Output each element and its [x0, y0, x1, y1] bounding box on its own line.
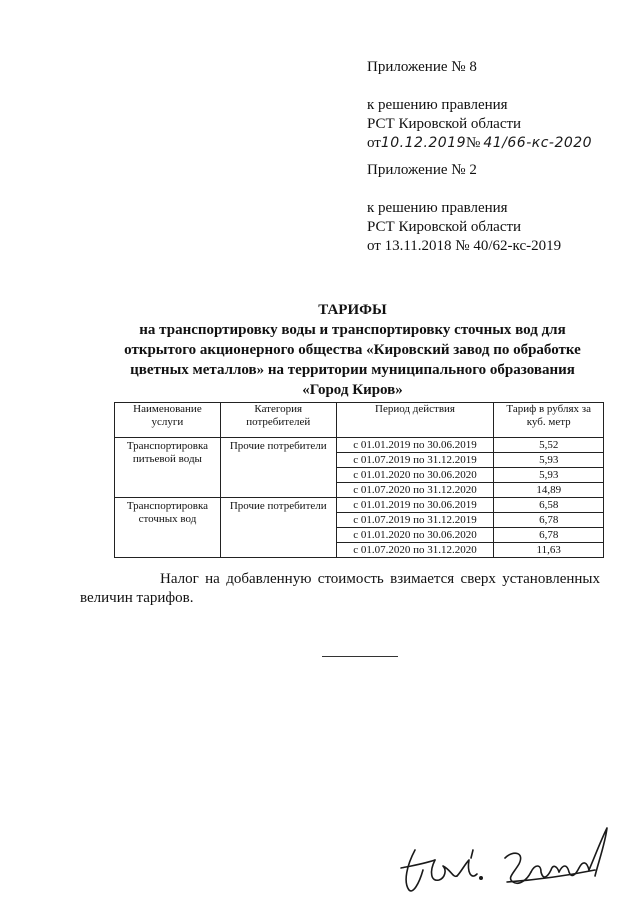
period-cell: с 01.07.2019 по 31.12.2019: [336, 513, 494, 528]
handwritten-number: 41/66-кс-2020: [483, 135, 593, 151]
title-line-2: открытого акционерного общества «Кировский завод по обработке: [124, 342, 581, 358]
consumer-cell: Прочие потребители: [220, 498, 336, 558]
table-header-row: [115, 403, 604, 438]
appendix-8-decision-line: к решению правления: [367, 97, 508, 113]
tariff-cell: 6,78: [494, 513, 604, 528]
service-cell: Транспортировка сточных вод: [115, 498, 221, 558]
tariff-cell: 14,89: [494, 483, 604, 498]
appendix-8-date-line: [367, 134, 592, 153]
title-line-1: на транспортировку воды и транспортировку сточных вод для: [139, 322, 566, 338]
number-sign: №: [466, 135, 481, 151]
header-period: Период действия: [336, 403, 494, 438]
period-cell: с 01.01.2020 по 30.06.2020: [336, 468, 494, 483]
vat-note: Налог на добавленную стоимость взимается сверх установленных величин тарифов.: [80, 571, 600, 606]
period-cell: с 01.07.2020 по 31.12.2020: [336, 483, 494, 498]
separator-line: [322, 656, 398, 657]
header-consumer: Категория потребителей: [220, 403, 336, 438]
signature-2: [505, 828, 607, 883]
period-cell: с 01.07.2019 по 31.12.2019: [336, 453, 494, 468]
tariff-cell: 5,93: [494, 468, 604, 483]
handwritten-date: 10.12.2019: [380, 135, 467, 151]
tariff-cell: 5,93: [494, 453, 604, 468]
title-heading: ТАРИФЫ: [318, 302, 387, 318]
tariff-cell: 5,52: [494, 438, 604, 453]
title-line-3: цветных металлов» на территории муниципального образования: [130, 362, 575, 378]
title-line-4: «Город Киров»: [302, 382, 403, 398]
appendix-2-authority-line: РСТ Кировской области: [367, 219, 522, 235]
handwritten-signatures: [395, 820, 625, 900]
appendix-8-label: Приложение № 8: [367, 59, 477, 75]
period-cell: с 01.01.2019 по 30.06.2019: [336, 498, 494, 513]
table-row: [115, 498, 604, 513]
period-cell: с 01.01.2020 по 30.06.2020: [336, 528, 494, 543]
tariff-cell: 6,78: [494, 528, 604, 543]
tariff-table: [114, 402, 604, 558]
header-tariff: Тариф в рублях за куб. метр: [494, 403, 604, 438]
appendix-2-label: Приложение № 2: [367, 162, 477, 178]
service-cell: Транспортировка питьевой воды: [115, 438, 221, 498]
appendix-8-authority-line: РСТ Кировской области: [367, 116, 522, 132]
signature-1: [401, 850, 482, 891]
appendix-2-date-line: от 13.11.2018 № 40/62-кс-2019: [367, 238, 562, 254]
period-cell: с 01.01.2019 по 30.06.2019: [336, 438, 494, 453]
document-title: [60, 300, 640, 400]
period-cell: с 01.07.2020 по 31.12.2020: [336, 543, 494, 558]
table-row: [115, 438, 604, 453]
appendix-2-decision-line: к решению правления: [367, 200, 508, 216]
tariff-cell: 11,63: [494, 543, 604, 558]
date-prefix: от: [367, 135, 381, 151]
consumer-cell: Прочие потребители: [220, 438, 336, 498]
header-service: Наименование услуги: [115, 403, 221, 438]
tariff-cell: 6,58: [494, 498, 604, 513]
